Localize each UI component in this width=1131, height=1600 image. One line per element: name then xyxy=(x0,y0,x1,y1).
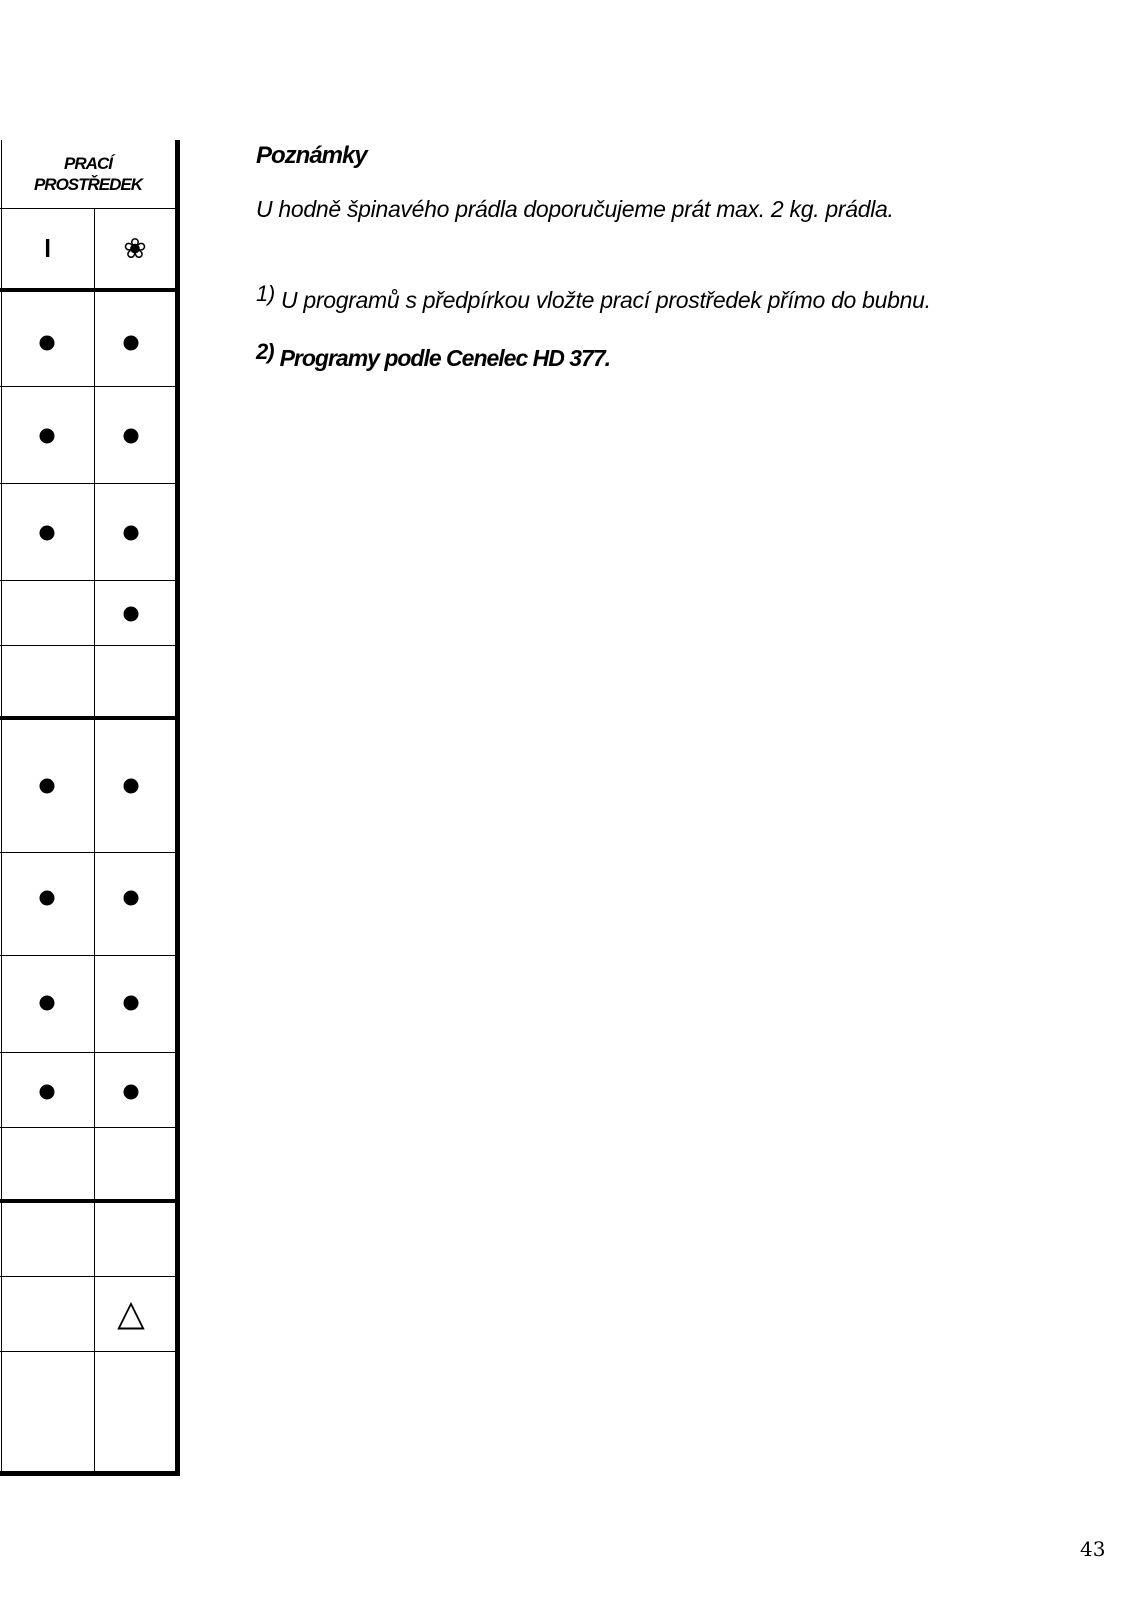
notes-section xyxy=(256,138,1116,371)
table-divider xyxy=(0,955,176,956)
dot-mark xyxy=(124,996,139,1011)
dot-mark xyxy=(40,526,55,541)
dot-mark xyxy=(124,336,139,351)
main-wash-compartment-symbol xyxy=(1,209,94,288)
dot-mark xyxy=(40,336,55,351)
dot-mark xyxy=(124,1085,139,1100)
footnote-2-marker: 2) xyxy=(256,339,274,364)
dot-mark xyxy=(40,891,55,906)
table-divider xyxy=(0,852,176,853)
notes-title: Poznámky xyxy=(256,142,367,169)
dot-mark xyxy=(124,607,139,622)
dot-mark xyxy=(40,779,55,794)
table-divider xyxy=(0,1127,176,1128)
table-divider xyxy=(0,1351,176,1352)
table-divider-thick xyxy=(0,288,176,292)
triangle-icon: △ xyxy=(117,1292,145,1334)
table-divider xyxy=(0,645,176,646)
footnote-1-marker: 1) xyxy=(256,281,275,306)
footnote-2-text: Programy podle Cenelec HD 377. xyxy=(279,345,611,371)
notes-line-1: U hodně špinavého prádla doporučujeme prát max. 2 kg. prádla. xyxy=(256,196,894,222)
dot-mark xyxy=(124,526,139,541)
table-header xyxy=(0,140,176,208)
table-divider-thick xyxy=(0,1199,176,1203)
table-bottom-border xyxy=(0,1471,180,1476)
table-divider-thick xyxy=(0,716,176,720)
dot-mark xyxy=(124,429,139,444)
footnote-1 xyxy=(256,281,931,314)
table-divider xyxy=(0,1276,176,1277)
page-number: 43 xyxy=(1080,1537,1106,1561)
table-left-border xyxy=(1,140,2,1474)
header-line-1: PRACÍ xyxy=(64,154,112,173)
footnote-1-text: U programů s předpírkou vložte prací prostředek přímo do bubnu. xyxy=(280,287,931,313)
softener-compartment-symbol xyxy=(95,209,175,288)
table-divider xyxy=(0,386,176,387)
dot-mark xyxy=(124,779,139,794)
dot-mark xyxy=(40,996,55,1011)
dot-mark xyxy=(40,429,55,444)
dot-mark xyxy=(124,891,139,906)
table-divider xyxy=(0,580,176,581)
footnote-2 xyxy=(256,339,610,372)
detergent-table xyxy=(0,140,181,1476)
roman-one-icon: I xyxy=(44,233,51,263)
dot-mark xyxy=(40,1085,55,1100)
table-divider xyxy=(0,483,176,484)
header-line-2: PROSTŘEDEK xyxy=(33,175,143,194)
table-column-divider xyxy=(94,208,95,1474)
flower-icon: ❀ xyxy=(123,232,147,265)
table-divider xyxy=(0,1052,176,1053)
